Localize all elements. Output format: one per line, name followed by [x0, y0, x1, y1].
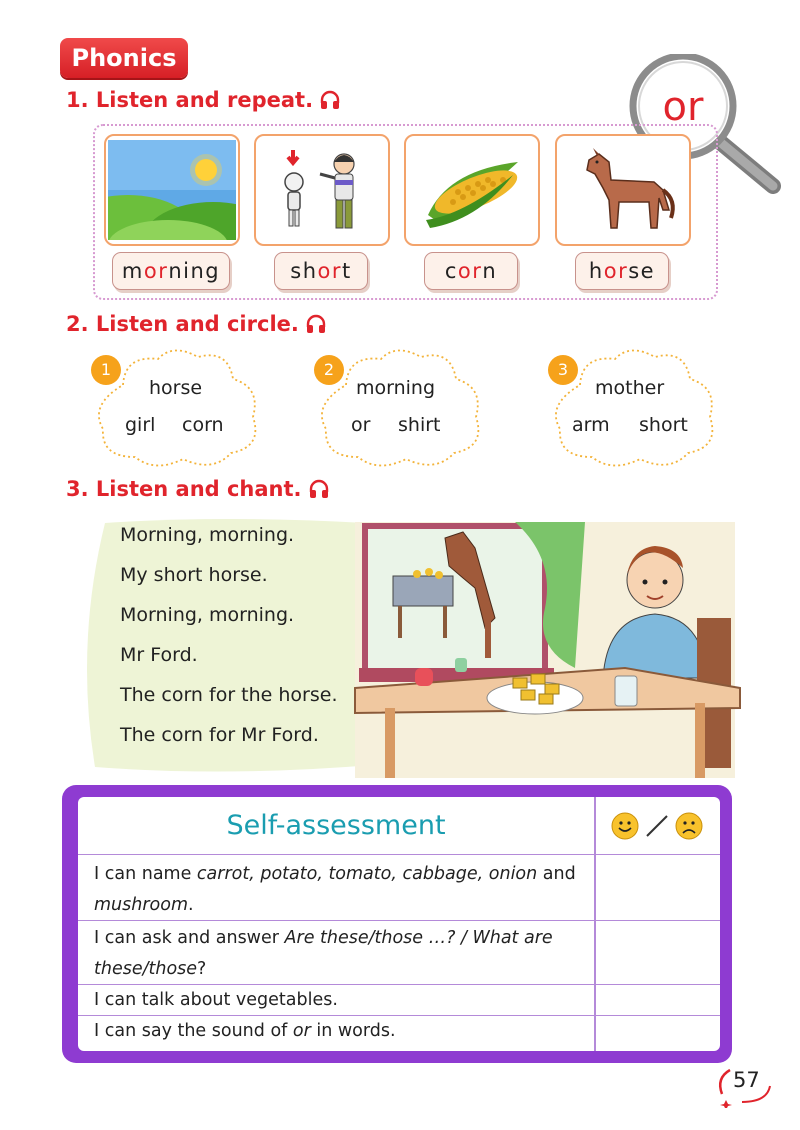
- cloud-1: [93, 345, 263, 470]
- word-short[interactable]: sh or t: [274, 252, 368, 290]
- word-morning[interactable]: m or ning: [112, 252, 230, 290]
- cloud-word[interactable]: corn: [182, 414, 224, 436]
- checkbox-cell[interactable]: [595, 1016, 720, 1051]
- cloud-3: [550, 345, 720, 470]
- picture-morning: [104, 134, 240, 246]
- checkbox-cell[interactable]: [595, 855, 720, 921]
- chant-line: The corn for the horse.: [120, 684, 338, 706]
- headphone-icon[interactable]: [308, 478, 330, 500]
- picture-short: [254, 134, 390, 246]
- self-assessment-table: [78, 797, 720, 1051]
- chant-line: Mr Ford.: [120, 644, 198, 666]
- assessment-text: I can say the sound of or in words.: [94, 1021, 396, 1041]
- section-title-listen-circle: 2. Listen and circle.: [66, 312, 327, 336]
- happy-face-icon: [611, 812, 639, 840]
- sad-face-icon: [675, 812, 703, 840]
- chant-line: My short horse.: [120, 564, 268, 586]
- headphone-icon[interactable]: [305, 313, 327, 335]
- cloud-word[interactable]: or: [351, 414, 371, 436]
- self-assessment-title: Self-assessment: [226, 810, 446, 841]
- checkbox-cell[interactable]: [595, 985, 720, 1016]
- cloud-word[interactable]: mother: [595, 377, 665, 399]
- phonics-badge: Phonics: [60, 38, 188, 78]
- checkbox-cell[interactable]: [595, 921, 720, 985]
- picture-corn: [404, 134, 540, 246]
- cloud-2: [316, 345, 486, 470]
- headphone-icon[interactable]: [319, 89, 341, 111]
- section-title-listen-chant: 3. Listen and chant.: [66, 477, 330, 501]
- slash-icon: [643, 812, 671, 840]
- word-corn[interactable]: c or n: [424, 252, 518, 290]
- assessment-text: I can talk about vegetables.: [94, 990, 338, 1010]
- cloud-number: 1: [91, 355, 121, 385]
- page-number: 57: [733, 1068, 760, 1092]
- chant-line: Morning, morning.: [120, 604, 295, 626]
- word-horse[interactable]: h or se: [575, 252, 669, 290]
- cloud-word[interactable]: morning: [356, 377, 436, 399]
- assessment-text: I can name carrot, potato, tomato, cabbage, onion and mushroom.: [94, 864, 576, 915]
- section-title-listen-repeat: 1. Listen and repeat.: [66, 88, 341, 112]
- magnifier-text: or: [662, 84, 704, 130]
- cloud-word[interactable]: girl: [125, 414, 156, 436]
- cloud-word[interactable]: shirt: [398, 414, 441, 436]
- chant-line: The corn for Mr Ford.: [120, 724, 319, 746]
- cloud-word[interactable]: horse: [149, 377, 203, 399]
- assessment-text: I can ask and answer Are these/those …? / What are these/those?: [94, 928, 553, 979]
- kitchen-scene-illustration: [345, 518, 745, 780]
- chant-line: Morning, morning.: [120, 524, 295, 546]
- cloud-number: 3: [548, 355, 578, 385]
- smiley-header: [594, 797, 720, 855]
- picture-horse: [555, 134, 691, 246]
- cloud-number: 2: [314, 355, 344, 385]
- cloud-word[interactable]: short: [639, 414, 688, 436]
- cloud-word[interactable]: arm: [572, 414, 610, 436]
